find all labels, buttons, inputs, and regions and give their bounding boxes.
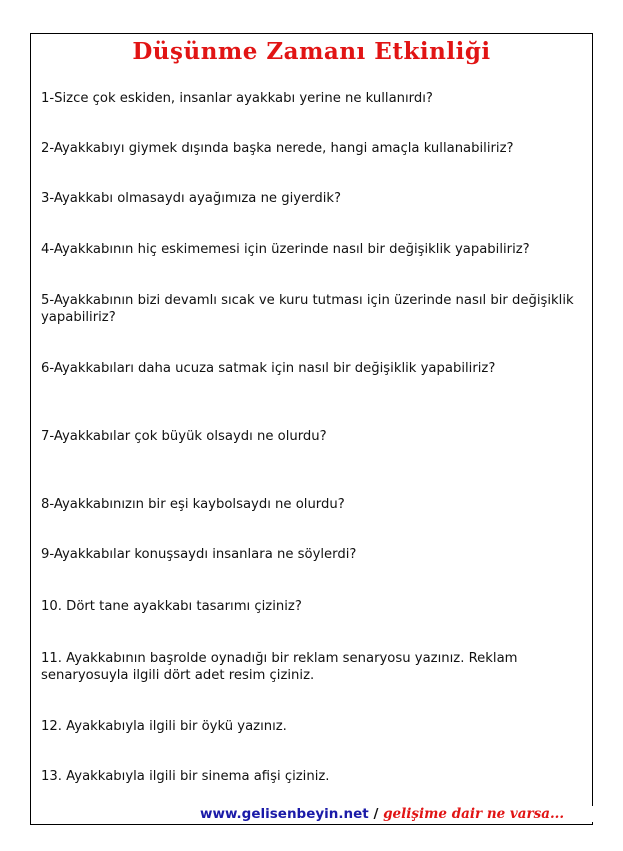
footer bbox=[196, 806, 604, 822]
question-1: 1-Sizce çok eskiden, insanlar ayakkabı yerine ne kullanırdı? bbox=[41, 91, 433, 106]
question-5: 5-Ayakkabının bizi devamlı sıcak ve kuru tutması için üzerinde nasıl bir değişiklik yapabiliriz? bbox=[41, 293, 574, 325]
question-3: 3-Ayakkabı olmasaydı ayağımıza ne giyerdik? bbox=[41, 191, 342, 206]
question-8: 8-Ayakkabınızın bir eşi kaybolsaydı ne olurdu? bbox=[41, 497, 345, 512]
question-13: 13. Ayakkabıyla ilgili bir sinema afişi çiziniz. bbox=[41, 769, 330, 784]
footer-separator: / bbox=[368, 806, 384, 822]
question-11: 11. Ayakkabının başrolde oynadığı bir reklam senaryosu yazınız. Reklam senaryosuyla ilgili dört adet resim çiziniz. bbox=[41, 651, 518, 683]
question-9: 9-Ayakkabılar konuşsaydı insanlara ne söylerdi? bbox=[41, 547, 357, 562]
footer-slogan: gelişime dair ne varsa... bbox=[383, 806, 565, 822]
page-title: Düşünme Zamanı Etkinliği bbox=[132, 38, 491, 65]
question-4: 4-Ayakkabının hiç eskimemesi için üzerinde nasıl bir değişiklik yapabiliriz? bbox=[41, 242, 530, 257]
footer-site-link[interactable]: www.gelisenbeyin.net bbox=[200, 806, 369, 822]
question-10: 10. Dört tane ayakkabı tasarımı çiziniz? bbox=[41, 599, 302, 614]
question-2: 2-Ayakkabıyı giymek dışında başka nerede, hangi amaçla kullanabiliriz? bbox=[41, 141, 514, 156]
question-6: 6-Ayakkabıları daha ucuza satmak için nasıl bir değişiklik yapabiliriz? bbox=[41, 361, 496, 376]
question-12: 12. Ayakkabıyla ilgili bir öykü yazınız. bbox=[41, 719, 287, 734]
question-7: 7-Ayakkabılar çok büyük olsaydı ne olurdu? bbox=[41, 429, 327, 444]
